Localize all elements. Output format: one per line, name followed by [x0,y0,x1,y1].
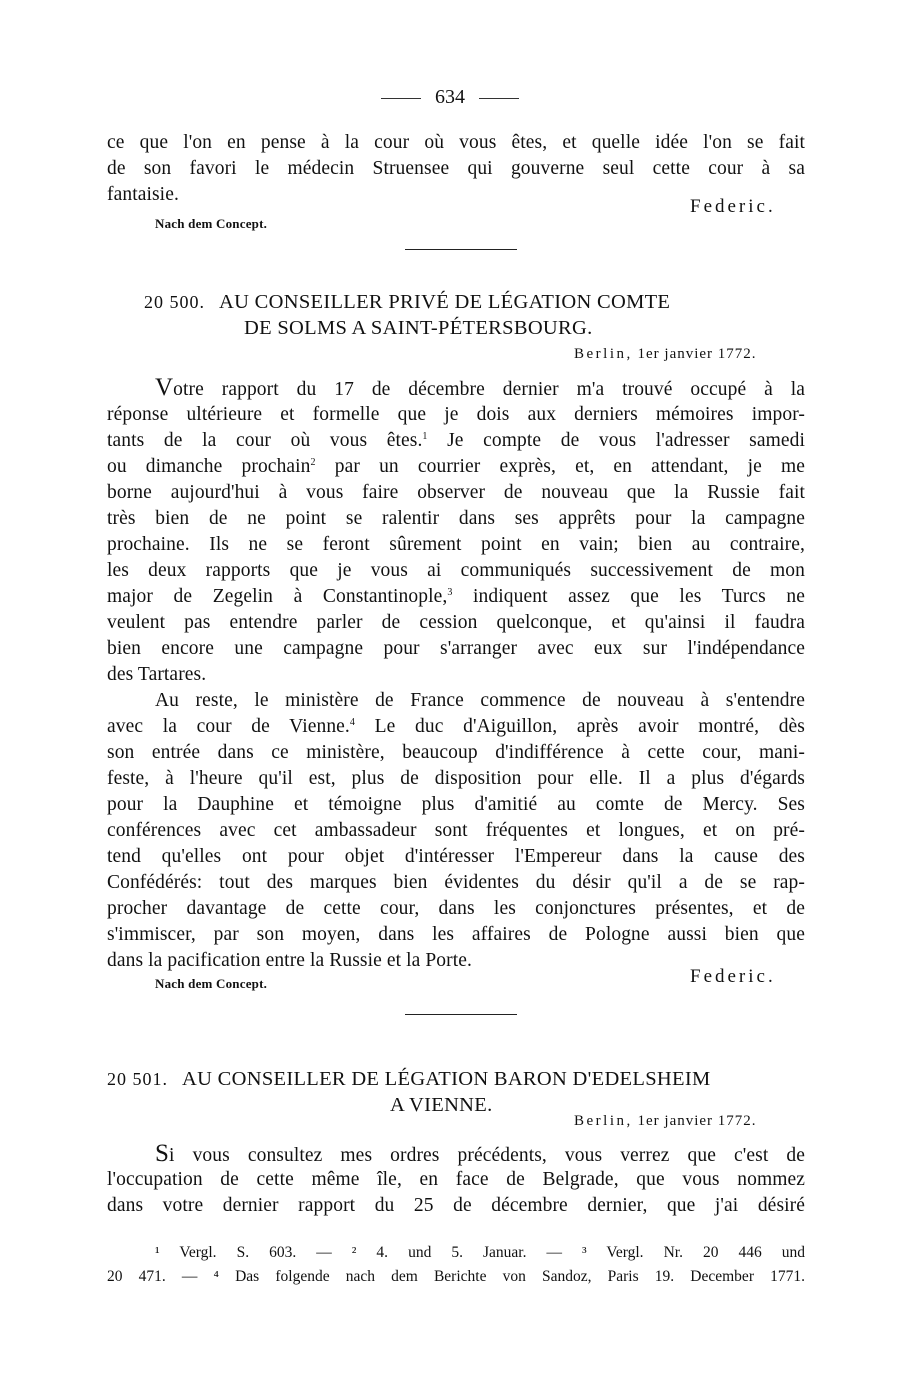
source-note: Nach dem Concept. [155,216,268,231]
text-span: tants de la cour où vous êtes. [107,430,423,451]
text-span: major de Zegelin à Constantinople, [107,586,448,607]
text-line: des Tartares. [107,664,207,685]
heading-line: DE SOLMS A SAINT-PÉTERSBOURG. [244,317,593,339]
text-line: borne aujourd'hui à vous faire observer de nouveau que la Russie fait [107,482,805,503]
text-line [107,428,805,454]
text-span: Je compte de vous l'adresser samedi [427,430,805,451]
footnote-ref: 4 [349,717,356,728]
text-line: réponse ultérieure et formelle que je dois aux derniers mémoires impor- [107,404,805,425]
text-line [155,375,805,403]
text-line: veulent pas entendre parler de cession quelconque, et qu'ainsi il faudra [107,612,805,633]
text-line: son entrée dans ce ministère, beaucoup d'indifférence à cette cour, mani- [107,742,805,763]
letter-number: 20 500. [144,292,205,312]
footnote-ref: 2 [310,457,316,468]
heading-line: AU CONSEILLER PRIVÉ DE LÉGATION COMTE [219,291,671,313]
footnote-ref: 1 [422,431,428,442]
dateline-date: 1er janvier 1772. [637,1113,757,1129]
dateline [574,1113,757,1130]
dateline-date: 1er janvier 1772. [637,346,757,362]
text-line: pour la Dauphine et témoigne plus d'amitié au comte de Mercy. Ses [107,794,805,815]
initial-letter: S [155,1140,170,1167]
text-span: ou dimanche prochain [107,456,311,477]
text-line [107,714,805,740]
text-line: dans la pacification entre la Russie et la Porte. [107,950,472,971]
text-line: de son favori le médecin Struensee qui gouverne seul cette cour à sa [107,158,805,179]
section-divider [405,249,517,250]
text-line [155,1141,805,1169]
letter-number: 20 501. [107,1069,168,1089]
page-number-dash-right [479,98,519,99]
text-line: procher davantage de cette cour, dans les conjonctures présentes, et de [107,898,805,919]
text-line: l'occupation de cette même île, en face de Belgrade, que vous nommez [107,1169,805,1190]
text-line: très bien de ne point se ralentir dans ses apprêts pour la campagne [107,508,805,529]
text-line: dans votre dernier rapport du 25 de décembre dernier, que j'ai désiré [107,1195,805,1216]
text-line: prochaine. Ils ne se feront sûrement point en vain; bien au contraire, [107,534,805,555]
footnote-line: 20 471. — ⁴ Das folgende nach dem Berichte von Sandoz, Paris 19. December 1771. [107,1268,805,1285]
signature: Federic. [690,196,776,217]
text-line: Confédérés: tout des marques bien évidentes du désir qu'il a de se rap- [107,872,805,893]
text-line: conférences avec cet ambassadeur sont fréquentes et longues, et on pré- [107,820,805,841]
section-divider [405,1014,517,1015]
footnote-line: ¹ Vergl. S. 603. — ² 4. und 5. Januar. — ³ Vergl. Nr. 20 446 und [155,1244,805,1261]
heading-line: AU CONSEILLER DE LÉGATION BARON D'EDELSHEIM [182,1068,711,1090]
text-span: indiquent assez que les Turcs ne [452,586,806,607]
text-line [107,584,805,610]
text-line: ce que l'on en pense à la cour où vous êtes, et quelle idée l'on se fait [107,132,805,153]
text-line: les deux rapports que je vous ai communiqués successivement de mon [107,560,805,581]
text-span: otre rapport du 17 de décembre dernier m'a trouvé occupé à la [173,379,805,400]
text-span: avec la cour de Vienne. [107,716,350,737]
source-note: Nach dem Concept. [155,976,268,991]
text-line: feste, à l'heure qu'il est, plus de disposition pour elle. Il a plus d'égards [107,768,805,789]
text-span: par un courrier exprès, et, en attendant, je me [315,456,805,477]
text-span: Le duc d'Aiguillon, après avoir montré, dès [355,716,805,737]
text-line [107,454,805,480]
heading-line: A VIENNE. [390,1094,493,1116]
text-span: i vous consultez mes ordres précédents, vous verrez que c'est de [169,1145,805,1166]
text-line: fantaisie. [107,184,179,205]
text-line: bien encore une campagne pour s'arranger avec eux sur l'indépendance [107,638,805,659]
signature: Federic. [690,966,776,987]
page-number [0,84,900,110]
initial-letter: V [155,374,174,401]
text-line: Au reste, le ministère de France commence de nouveau à s'entendre [155,690,805,711]
letter-heading [144,289,670,315]
dateline-place: Berlin, [574,1113,633,1129]
dateline [574,346,757,363]
page-number-text: 634 [435,86,465,108]
text-line: tend qu'elles ont pour objet d'intéresser l'Empereur dans la cause des [107,846,805,867]
dateline-place: Berlin, [574,346,633,362]
page-number-dash-left [381,98,421,99]
text-line: s'immiscer, par son moyen, dans les affaires de Pologne aussi bien que [107,924,805,945]
footnote-ref: 3 [447,587,453,598]
letter-heading [107,1066,710,1092]
